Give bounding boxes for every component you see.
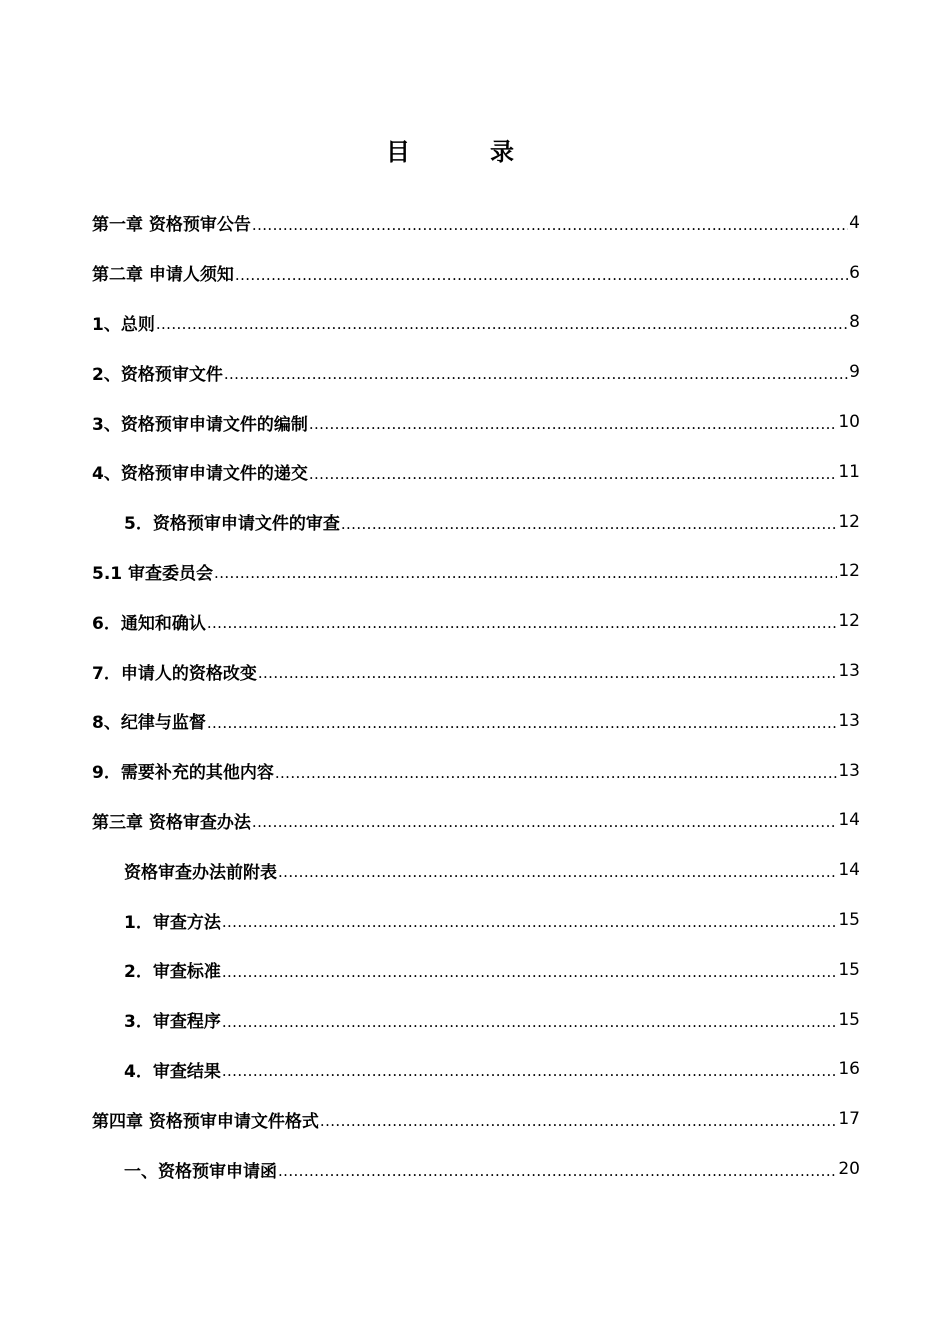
toc-title: 目 录 xyxy=(386,138,542,166)
toc-page-number: 15 xyxy=(838,1009,860,1030)
toc-page-number: 16 xyxy=(838,1059,860,1080)
toc-dot-leader xyxy=(207,714,838,732)
toc-entry-label: 4．审查结果 xyxy=(124,1061,221,1082)
toc-entry-label: 第二章 申请人须知 xyxy=(92,265,234,286)
toc-entry[interactable] xyxy=(92,1144,860,1194)
toc-entry[interactable] xyxy=(92,596,860,646)
toc-entry-label: 2．审查标准 xyxy=(124,962,221,983)
toc-entry[interactable] xyxy=(92,1045,860,1095)
toc-page-number: 20 xyxy=(838,1159,860,1180)
toc-dot-leader xyxy=(320,1112,837,1130)
toc-entry[interactable] xyxy=(92,547,860,597)
toc-entry-label: 第三章 资格审查办法 xyxy=(92,812,251,833)
toc-entry-label: 5.1 审查委员会 xyxy=(92,563,214,584)
toc-entry-label: 4、资格预审申请文件的递交 xyxy=(92,464,308,485)
toc-page-number: 12 xyxy=(838,611,860,632)
toc-dot-leader xyxy=(224,365,848,383)
toc-page-number: 13 xyxy=(838,710,860,731)
toc-dot-leader xyxy=(278,863,837,881)
toc-entry-label: 一、资格预审申请函 xyxy=(124,1161,277,1182)
toc-page-number: 13 xyxy=(838,760,860,781)
toc-entry-label: 6．通知和确认 xyxy=(92,613,206,634)
toc-page-number: 14 xyxy=(838,860,860,881)
toc-dot-leader xyxy=(235,266,848,284)
toc-entry[interactable] xyxy=(92,447,860,497)
toc-entry[interactable] xyxy=(92,945,860,995)
toc-entry[interactable] xyxy=(92,796,860,846)
toc-dot-leader xyxy=(341,515,838,533)
toc-entry-label: 第四章 资格预审申请文件格式 xyxy=(92,1111,319,1132)
toc-entry-label: 8、纪律与监督 xyxy=(92,713,206,734)
toc-entry-label: 资格审查办法前附表 xyxy=(124,862,277,883)
toc-dot-leader xyxy=(156,315,848,333)
toc-entry-label: 7．申请人的资格改变 xyxy=(92,663,257,684)
toc-dot-leader xyxy=(207,614,838,632)
toc-page-number: 15 xyxy=(838,910,860,931)
toc-entry[interactable] xyxy=(92,397,860,447)
toc-entry-label: 第一章 资格预审公告 xyxy=(92,215,251,236)
toc-entry[interactable] xyxy=(92,347,860,397)
toc-entry[interactable] xyxy=(92,497,860,547)
toc-entry[interactable] xyxy=(92,646,860,696)
toc-dot-leader xyxy=(222,913,838,931)
toc-entry[interactable] xyxy=(92,746,860,796)
toc-dot-leader xyxy=(258,664,838,682)
toc-entry[interactable] xyxy=(92,1094,860,1144)
toc-entry[interactable] xyxy=(92,198,860,248)
toc-entry[interactable] xyxy=(92,696,860,746)
toc-entry-label: 2、资格预审文件 xyxy=(92,364,223,385)
toc-page-number: 12 xyxy=(838,561,860,582)
toc-page-number: 15 xyxy=(838,959,860,980)
toc-dot-leader xyxy=(275,764,838,782)
toc-dot-leader xyxy=(214,564,837,582)
toc-page-number: 9 xyxy=(849,362,860,383)
toc-entry-label: 5．资格预审申请文件的审查 xyxy=(124,514,340,535)
toc-dot-leader xyxy=(278,1162,837,1180)
toc-page-number: 4 xyxy=(849,212,860,233)
toc-entry-label: 3．审查程序 xyxy=(124,1012,221,1033)
toc-dot-leader xyxy=(222,963,838,981)
toc-dot-leader xyxy=(309,415,838,433)
toc-page-number: 12 xyxy=(838,511,860,532)
toc-entry-label: 1、总则 xyxy=(92,314,155,335)
toc-entry[interactable] xyxy=(92,248,860,298)
toc-entry[interactable] xyxy=(92,995,860,1045)
table-of-contents xyxy=(92,198,860,1194)
toc-page-number: 11 xyxy=(838,461,860,482)
toc-dot-leader xyxy=(309,465,838,483)
toc-page-number: 13 xyxy=(838,661,860,682)
toc-dot-leader xyxy=(252,813,837,831)
toc-page-number: 14 xyxy=(838,810,860,831)
toc-entry-label: 1．审查方法 xyxy=(124,912,221,933)
toc-entry[interactable] xyxy=(92,298,860,348)
toc-entry[interactable] xyxy=(92,895,860,945)
toc-dot-leader xyxy=(222,1013,838,1031)
toc-page-number: 6 xyxy=(849,262,860,283)
toc-entry-label: 9．需要补充的其他内容 xyxy=(92,763,274,784)
toc-page-number: 8 xyxy=(849,312,860,333)
toc-page-number: 17 xyxy=(838,1109,860,1130)
toc-page-number: 10 xyxy=(838,412,860,433)
toc-entry-label: 3、资格预审申请文件的编制 xyxy=(92,414,308,435)
toc-entry[interactable] xyxy=(92,845,860,895)
toc-dot-leader xyxy=(252,216,848,234)
toc-dot-leader xyxy=(222,1062,838,1080)
